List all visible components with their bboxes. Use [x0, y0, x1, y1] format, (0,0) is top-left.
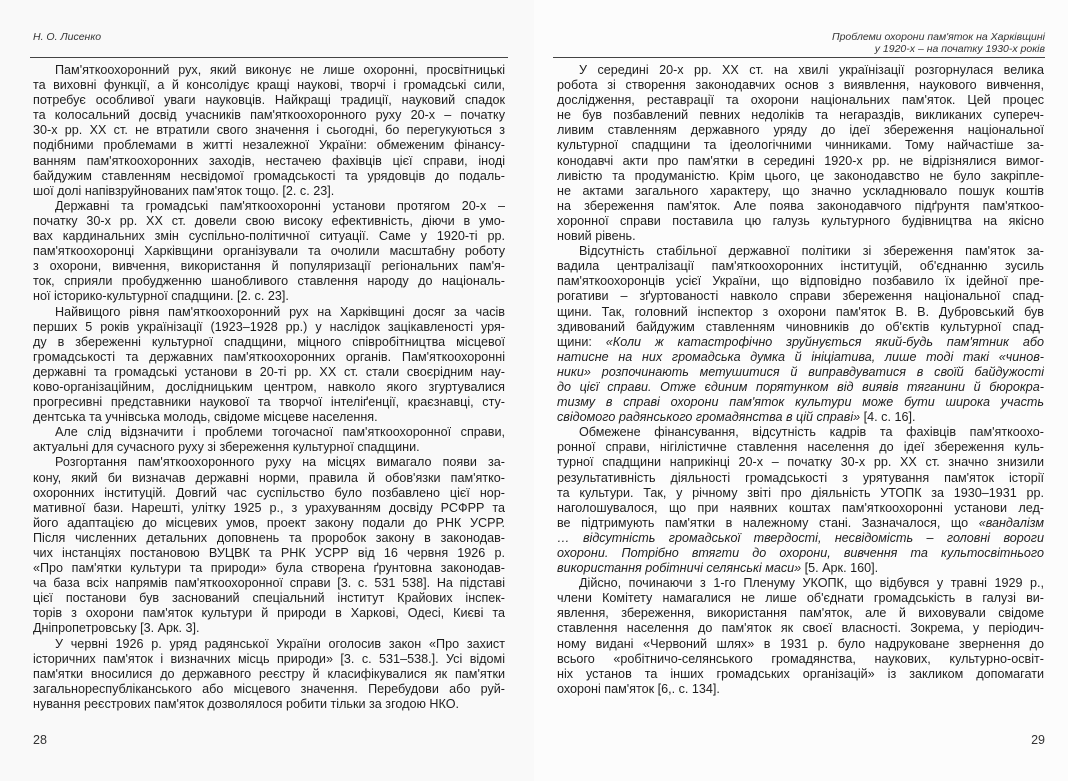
- text-line: [33, 501, 505, 516]
- text-line: [33, 380, 505, 395]
- text-line: [33, 214, 505, 229]
- text-segment: Після численних детальних доповнень та проробок закону в законодав-: [33, 530, 505, 545]
- text-line: [33, 335, 505, 350]
- text-line: [557, 486, 1044, 501]
- text-line: [557, 471, 1044, 486]
- text-line: [33, 606, 505, 621]
- text-line: [33, 93, 505, 108]
- text-segment: кону, який би визначав державні норми, правила й обов'язки пам'ятко-: [33, 470, 505, 485]
- right-page: [534, 0, 1068, 781]
- text-line: [33, 169, 505, 184]
- text-segment: на збереження пам'яток. Але поява законодавчого підґрунтя пам'яткоо-: [557, 198, 1044, 213]
- running-header-line: у 1920-х – на початку 1930-х років: [874, 43, 1045, 55]
- text-segment: явлення, збереження, використання пам'яток, але й виховували свідоме: [557, 606, 1044, 621]
- text-line: [33, 652, 505, 667]
- text-segment: байдужим ставленням несвідомої громадськості та урядовців до подаль-: [33, 168, 505, 183]
- text-segment: ної історико-культурної спадщини. [2. с. 23].: [33, 289, 289, 304]
- text-line: [33, 244, 505, 259]
- text-segment: ставлення населення до пам'яток як своєї власності. Зокрема, у періодич-: [557, 621, 1044, 636]
- text-line: [557, 606, 1044, 621]
- text-segment: здивований байдужим ставленням чиновників до об'єктів культурної спад-: [557, 319, 1044, 334]
- text-line: [33, 154, 505, 169]
- running-header-line: Проблеми охорони пам'яток на Харківщині: [831, 31, 1045, 43]
- text-segment: не був позбавлений певних недоліків та негараздів, викликаних супереч-: [557, 108, 1044, 123]
- text-line: [33, 365, 505, 380]
- text-segment: вах кардинальних змін суспільно-політичної ситуації. Саме у 1920-ті рр.: [33, 229, 505, 244]
- text-line: [557, 214, 1044, 229]
- text-segment: результативність діяльності громадськості з урятування пам'яток історії: [557, 470, 1044, 485]
- left-page-body: [33, 63, 505, 712]
- text-segment: його адаптацією до місцевих умов, проект закону подали до РНК УСРР.: [33, 515, 505, 530]
- text-line: [557, 229, 1044, 244]
- text-segment: Розгортання пам'яткоохоронного руху на місцях вимагало появи за-: [55, 455, 505, 470]
- text-line: [33, 591, 505, 606]
- italic-quote-text: ники» розпочинають метушитися й виправдуватися в своїй байдужості: [557, 364, 1044, 379]
- text-line: [557, 501, 1044, 516]
- text-segment: Обмежене фінансування, відсутність кадрів та фахівців пам'яткоохо-: [579, 425, 1044, 440]
- paragraph: [557, 63, 1044, 244]
- text-line: [33, 78, 505, 93]
- text-segment: У середині 20-х рр. ХХ ст. на хвилі українізації розгорнулася велика: [579, 63, 1044, 77]
- text-segment: та колосальний досвід учасників пам'яткоохоронного руху 20-х – початку: [33, 108, 505, 123]
- text-segment: охороні пам'яток [6,. с. 134].: [557, 681, 720, 696]
- text-segment: нування реєстрових пам'яток дозволялося робити тільки за згодою НКО.: [33, 696, 459, 711]
- text-segment: всього «робітничо-селянського громадянства, наукових, культурно-освіт-: [557, 651, 1044, 666]
- text-segment: актуальні для сучасного руху зі збереження культурної спадщини.: [33, 440, 420, 455]
- text-line: [557, 667, 1044, 682]
- text-segment: рогативи – зґуртованості навколо справи збереження національної спад-: [557, 289, 1044, 304]
- text-line: [557, 169, 1044, 184]
- italic-quote-text: … відсутність громадської твердості, несвідомість – головні вороги: [557, 530, 1044, 545]
- paragraph: [557, 425, 1044, 576]
- text-segment: дентська та учнівська молодь, свідоме місцеве населення.: [33, 410, 378, 425]
- text-line: [557, 305, 1044, 320]
- italic-quote-text: свідомого радянського громадянства в цій справі»: [557, 410, 861, 425]
- text-segment: потребує особливої уваги науковців. Найкращі традиції, науковий спадок: [33, 93, 505, 108]
- text-segment: дослідження, реставрації та охорони національних пам'яток. Цей процес: [557, 93, 1044, 108]
- text-line: [33, 576, 505, 591]
- text-line: [33, 621, 505, 636]
- text-line: [557, 591, 1044, 606]
- text-segment: початку 30-х рр. ХХ ст. довели свою високу ефективність, діючи в умо-: [33, 213, 505, 228]
- text-line: [33, 320, 505, 335]
- text-line: [557, 78, 1044, 93]
- text-line: [557, 637, 1044, 652]
- text-segment: Але слід відзначити і проблеми тогочасної пам'яткоохоронної справи,: [55, 425, 505, 440]
- text-line: [33, 350, 505, 365]
- text-segment: не актами загального характеру, що значно ускладнювало пошук коштів: [557, 183, 1044, 198]
- text-segment: турної спадщини наприкінці 20-х – початку 30-х рр. ХХ ст. значно знизили: [557, 455, 1044, 470]
- text-line: [33, 440, 505, 455]
- italic-quote-text: тизму в справі охорони пам'яток культури може бути широка участь: [557, 395, 1044, 410]
- text-line: [33, 108, 505, 123]
- text-line: [557, 320, 1044, 335]
- text-segment: щини:: [557, 334, 606, 349]
- text-segment: ванням пам'яткоохоронних заходів, нестачею фахівців цієї справи, іноді: [33, 153, 505, 168]
- text-line: [557, 108, 1044, 123]
- text-line: [33, 455, 505, 470]
- text-segment: перших 5 років українізації (1923–1928 рр.) у наслідок зацікавленості уря-: [33, 319, 505, 334]
- text-segment: подібними проблемами в житті незалежної України: обмеженим фінансу-: [33, 138, 505, 153]
- text-segment: ронної справи, нігілістичне ставлення населення до ідеї збереження куль-: [557, 440, 1044, 455]
- text-line: [557, 682, 1044, 697]
- paragraph: [557, 244, 1044, 425]
- italic-quote-text: охорони. Потрібно втягти до охорони, вивчення та культосвітнього: [557, 546, 1044, 560]
- text-line: [557, 123, 1044, 138]
- text-segment: ток, сприяли пробудженню шанобливого ставлення народу до національ-: [33, 274, 505, 289]
- text-line: [33, 289, 505, 304]
- text-line: [557, 621, 1044, 636]
- text-line: [33, 667, 505, 682]
- text-segment: з охорони, вивчення, використання й популяризації регіональних пам'я-: [33, 259, 505, 274]
- text-line: [557, 365, 1044, 380]
- text-segment: Дніпропетровську [3. Арк. 3].: [33, 621, 200, 636]
- text-line: [33, 425, 505, 440]
- text-segment: ному видані «Червоний шлях» в 1931 р. було надруковане звернення до: [557, 636, 1044, 651]
- header-rule: [553, 57, 1045, 58]
- text-segment: ливістю та продуманістю. Крім цього, це законодавство не було закріпле-: [557, 168, 1044, 183]
- text-segment: наголошувалося, що при наявних коштах пам'яткоохоронні установи лед-: [557, 500, 1044, 515]
- text-segment: пам'ятки вносилися до державного реєстру й класифікувалися як пам'ятки: [33, 666, 505, 681]
- text-segment: члени Комітету намагалися не лише об'єднати громадськість в галузі ви-: [557, 591, 1044, 606]
- text-line: [33, 138, 505, 153]
- text-segment: Дійсно, починаючи з 1-го Пленуму УКОПК, що відбувся у травні 1929 р.,: [579, 576, 1044, 591]
- text-segment: пам'яткоохоронці Харківщини організували та очолили масштабну роботу: [33, 244, 505, 259]
- paragraph: [33, 425, 505, 455]
- text-segment: загальнореспубліканського або місцевого значення. Перебудови або руй-: [33, 681, 505, 696]
- text-segment: прогресивні представники наукової та творчої інтеліґенції, краєзнавці, сту-: [33, 395, 505, 410]
- text-line: [557, 410, 1044, 425]
- text-segment: та культури. Так, у річному звіті про діяльність УТОПК за 1930–1931 рр.: [557, 485, 1044, 500]
- text-line: [557, 440, 1044, 455]
- text-line: [557, 244, 1044, 259]
- text-line: [33, 682, 505, 697]
- text-line: [557, 380, 1044, 395]
- text-line: [33, 184, 505, 199]
- text-segment: ково-організаційним, дослідницьким центром, навколо якого згуртувалися: [33, 379, 505, 394]
- text-line: [33, 516, 505, 531]
- text-segment: [5. Арк. 160].: [801, 561, 879, 576]
- text-line: [557, 652, 1044, 667]
- text-segment: [4. с. 16].: [860, 410, 916, 425]
- text-line: [33, 123, 505, 138]
- text-segment: ду в збереженні культурної спадщини, міцного співробітництва місцевої: [33, 334, 505, 349]
- text-segment: та виховні функції, а й консолідує кращі наукові, творчі і громадські сили,: [33, 78, 505, 93]
- text-segment: Відсутність стабільної державної політики зі збереження пам'яток за-: [579, 244, 1044, 259]
- text-line: [557, 93, 1044, 108]
- text-line: [33, 546, 505, 561]
- text-segment: культурної спадщини та ідеологічними чинниками. Тому найчастіше за-: [557, 138, 1044, 153]
- paragraph: [33, 637, 505, 712]
- text-line: [557, 516, 1044, 531]
- text-line: [33, 697, 505, 712]
- text-segment: 30-х рр. ХХ ст. не втратили свого значення і сьогодні, бо перегукуються з: [33, 123, 505, 138]
- text-segment: громадськості та державних пам'яткоохоронних органів. Пам'яткоохоронні: [33, 349, 505, 364]
- text-line: [557, 531, 1044, 546]
- running-header-title: [832, 31, 1045, 55]
- text-segment: ча база всіх напрямів пам'яткоохоронної справи [3. с. 531 538]. На підставі: [33, 576, 505, 591]
- text-line: [33, 305, 505, 320]
- text-line: [557, 350, 1044, 365]
- text-line: [33, 471, 505, 486]
- text-line: [557, 576, 1044, 591]
- text-line: [557, 154, 1044, 169]
- text-line: [33, 637, 505, 652]
- text-segment: Пам'яткоохоронний рух, який виконує не лише охоронні, просвітницькі: [55, 63, 505, 77]
- text-line: [33, 410, 505, 425]
- text-line: [557, 259, 1044, 274]
- italic-quote-text: натисне на них громадська думка й ініціатива, лише тоді такі «чинов-: [557, 349, 1044, 364]
- page-number: 29: [1031, 733, 1045, 747]
- text-segment: конодавчі акти про пам'ятки в середині 1920-х рр. не відрізнялися вимог-: [557, 153, 1044, 168]
- page-number: 28: [33, 733, 47, 747]
- text-segment: щини. Так, головний інспектор з охорони пам'яток В. В. Дубровський був: [557, 304, 1044, 319]
- text-line: [557, 455, 1044, 470]
- text-segment: чих інстанціях постановою ВУЦВК та РНК УСРР від 16 червня 1926 р.: [33, 546, 505, 560]
- text-segment: мативної бази. Нарешті, улітку 1925 р., з урахуванням досвіду РСФРР та: [33, 500, 505, 515]
- text-segment: пам'яткоохоронців усієї України, що відповідно позбавило їх ідейної пре-: [557, 274, 1044, 289]
- text-segment: Найвищого рівня пам'яткоохоронний рух на Харківщині досяг за часів: [55, 304, 505, 319]
- text-line: [33, 486, 505, 501]
- text-line: [557, 289, 1044, 304]
- text-line: [557, 274, 1044, 289]
- italic-quote-text: використання робітничі селянські маси»: [557, 561, 802, 576]
- text-line: [557, 138, 1044, 153]
- text-line: [33, 229, 505, 244]
- text-segment: хоронної справи поставила цю галузь культурного будівництва на якісно: [557, 213, 1044, 228]
- text-segment: охоронних інституцій. Довгий час суспільство було позбавлено цієї нор-: [33, 485, 505, 500]
- paragraph: [557, 576, 1044, 697]
- text-segment: історичних пам'яток і визначних місць природи» [3. с. 531–538.]. Усі відомі: [33, 651, 505, 666]
- text-segment: шої долі напівзруйнованих пам'яток тощо. [2. с. 23].: [33, 183, 335, 198]
- text-segment: вадила централізації пам'яткоохоронних інституцій, об'єднанню зусиль: [557, 259, 1044, 274]
- text-segment: ве підтримують пам'ятки в належному стані. Зазначалося, що: [557, 515, 979, 530]
- text-segment: У червні 1926 р. уряд радянської України оголосив закон «Про захист: [55, 636, 505, 651]
- paragraph: [33, 305, 505, 426]
- paragraph: [33, 63, 505, 199]
- text-line: [557, 199, 1044, 214]
- text-segment: цієї постанови був заснований спеціальний інститут Крайових інспек-: [33, 591, 505, 606]
- text-line: [557, 561, 1044, 576]
- text-line: [33, 259, 505, 274]
- right-page-body: [557, 63, 1044, 697]
- text-line: [557, 184, 1044, 199]
- text-segment: робота зі створення законодавчих основ з виявлення, наукового вивчення,: [557, 78, 1044, 93]
- text-line: [33, 199, 505, 214]
- text-segment: державні та громадські установи в 20-ті рр. ХХ ст. стали своєрідним нау-: [33, 364, 505, 379]
- italic-quote-text: «вандалізм: [978, 515, 1044, 530]
- text-line: [557, 63, 1044, 78]
- text-line: [557, 335, 1044, 350]
- text-segment: ніх установ та інших громадських організацій» із закликом допомагати: [557, 666, 1044, 681]
- text-line: [33, 395, 505, 410]
- italic-quote-text: «Коли ж катастрофічно зруйнується який-будь пам'ятник або: [605, 334, 1044, 349]
- text-line: [33, 561, 505, 576]
- text-segment: Державні та громадські пам'яткоохоронні установи протягом 20-х –: [55, 198, 505, 213]
- text-line: [557, 395, 1044, 410]
- text-line: [557, 546, 1044, 561]
- text-line: [557, 425, 1044, 440]
- header-rule: [30, 57, 508, 58]
- running-header-author: Н. О. Лисенко: [33, 31, 102, 43]
- text-segment: ливим ставленням державного уряду до ідеї збереження національної: [557, 123, 1044, 138]
- paragraph: [33, 455, 505, 636]
- text-segment: новий рівень.: [557, 229, 636, 244]
- text-segment: торів з охорони пам'яток культури й природи в Харкові, Одесі, Києві та: [33, 606, 505, 621]
- text-line: [33, 274, 505, 289]
- paragraph: [33, 199, 505, 305]
- italic-quote-text: до цієї справи. Отже єдиним порятунком від виявів тяганини й бюрокра-: [557, 379, 1044, 394]
- text-segment: «Про пам'ятки культури та природи» була створена ґрунтовна законодав-: [33, 561, 505, 576]
- text-line: [33, 63, 505, 78]
- text-line: [33, 531, 505, 546]
